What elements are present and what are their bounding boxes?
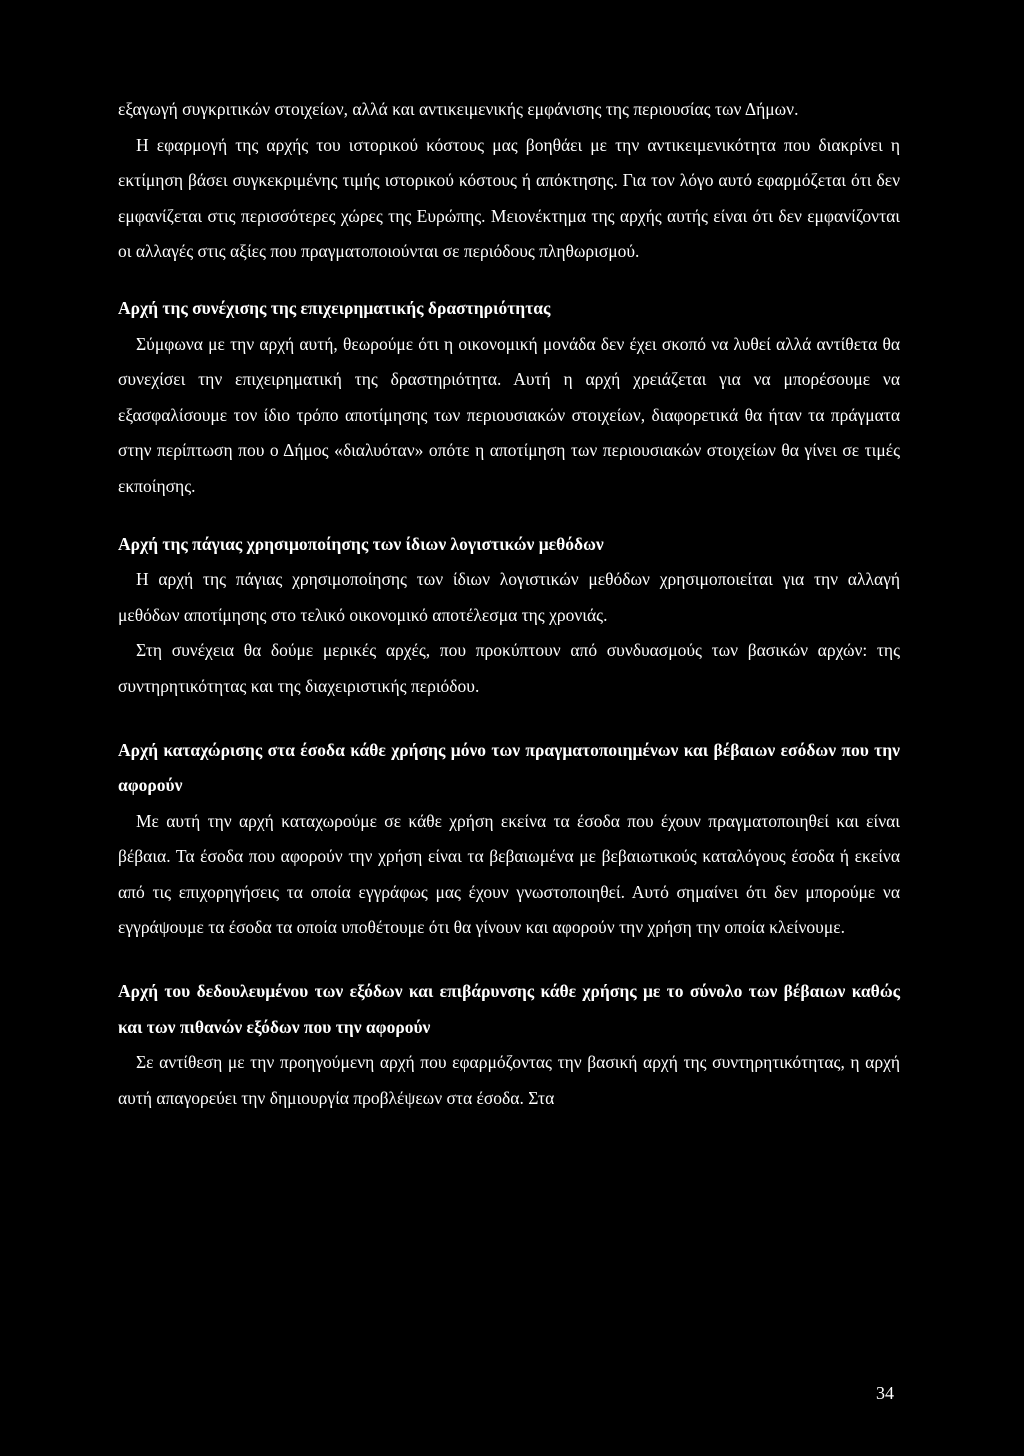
accrual-expenses-paragraph: Σε αντίθεση με την προηγούμενη αρχή που εφαρμόζοντας την βασική αρχή της συντηρητικότητας, η αρχή αυτή απαγορεύει την δημιουργία προβλέψεων στα έσοδα. Στα [118,1052,900,1108]
revenue-recognition-heading: Αρχή καταχώρισης στα έσοδα κάθε χρήσης μόνο των πραγματοποιημένων και βέβαιων εσόδων που την αφορούν [118,739,900,796]
accrual-expenses-heading: Αρχή του δεδουλευμένου των εξόδων και επιβάρυνσης κάθε χρήσης με το σύνολο των βέβαιων καθώς και των πιθανών εξόδων που την αφορούν [118,981,900,1037]
revenue-recognition-paragraph: Με αυτή την αρχή καταχωρούμε σε κάθε χρήση εκείνα τα έσοδα που έχουν πραγματοποιηθεί και είναι βέβαια. Τα έσοδα που αφορούν την χρήση είναι τα βεβαιωμένα με βεβαιωτικούς καταλόγους έσοδα ή εκείνα από τις επιχορηγήσεις τα οποία εγγράφως μας έχουν γνωστοποιηθεί. Αυτό σημαίνει ότι δεν μπορούμε να εγγράψουμε τα έσοδα τα οποία υποθέτουμε ότι θα γίνουν και αφορούν την χρήση την οποία κλείνουμε. [118,810,900,938]
page-number: 34 [876,1383,894,1403]
going-concern-paragraph: Σύμφωνα με την αρχή αυτή, θεωρούμε ότι η οικονομική μονάδα δεν έχει σκοπό να λυθεί αλλά αντίθετα θα συνεχίσει την επιχειρηματική της δραστηριότητα. Αυτή η αρχή χρειάζεται για να μπορέσουμε να εξασφαλίσουμε τον ίδιο τρόπο αποτίμησης των περιουσιακών στοιχείων, διαφορετικά θα ήταν τα πράγματα στην περίπτωση που ο Δήμος «διαλυόταν» οπότε η αποτίμηση των περιουσιακών στοιχείων θα γίνει σε τιμές εκποίησης. [118,333,900,496]
derived-principles-paragraph: Στη συνέχεια θα δούμε μερικές αρχές, που προκύπτουν από συνδυασμούς των βασικών αρχών: της συντηρητικότητας και της διαχειριστικής περιόδου. [118,640,900,696]
historical-cost-paragraph: Η εφαρμογή της αρχής του ιστορικού κόστους μας βοηθάει με την αντικειμενικότητα που διακρίνει η εκτίμηση βάσει συγκεκριμένης τιμής ιστορικού κόστους ή απόκτησης. Για τον λόγο αυτό εφαρμόζεται ότι δεν εμφανίζεται στις περισσότερες χώρες της Ευρώπης. Μειονέκτημα της αρχής αυτής είναι ότι δεν εμφανίζονται οι αλλαγές στις αξίες που πραγματοποιούνται σε περιόδους πληθωρισμού. [118,134,900,262]
going-concern-heading: Αρχή της συνέχισης της επιχειρηματικής δραστηριότητας [118,297,551,318]
document-page [118,92,900,1116]
consistency-paragraph: Η αρχή της πάγιας χρησιμοποίησης των ίδιων λογιστικών μεθόδων χρησιμοποιείται για την αλλαγή μεθόδων αποτίμησης στο τελικό οικονομικό αποτέλεσμα της χρονιάς. [118,569,900,625]
intro-continuation-paragraph: εξαγωγή συγκριτικών στοιχείων, αλλά και αντικειμενικής εμφάνισης της περιουσίας των Δήμων. [118,99,799,119]
consistency-heading: Αρχή της πάγιας χρησιμοποίησης των ίδιων λογιστικών μεθόδων [118,533,604,554]
